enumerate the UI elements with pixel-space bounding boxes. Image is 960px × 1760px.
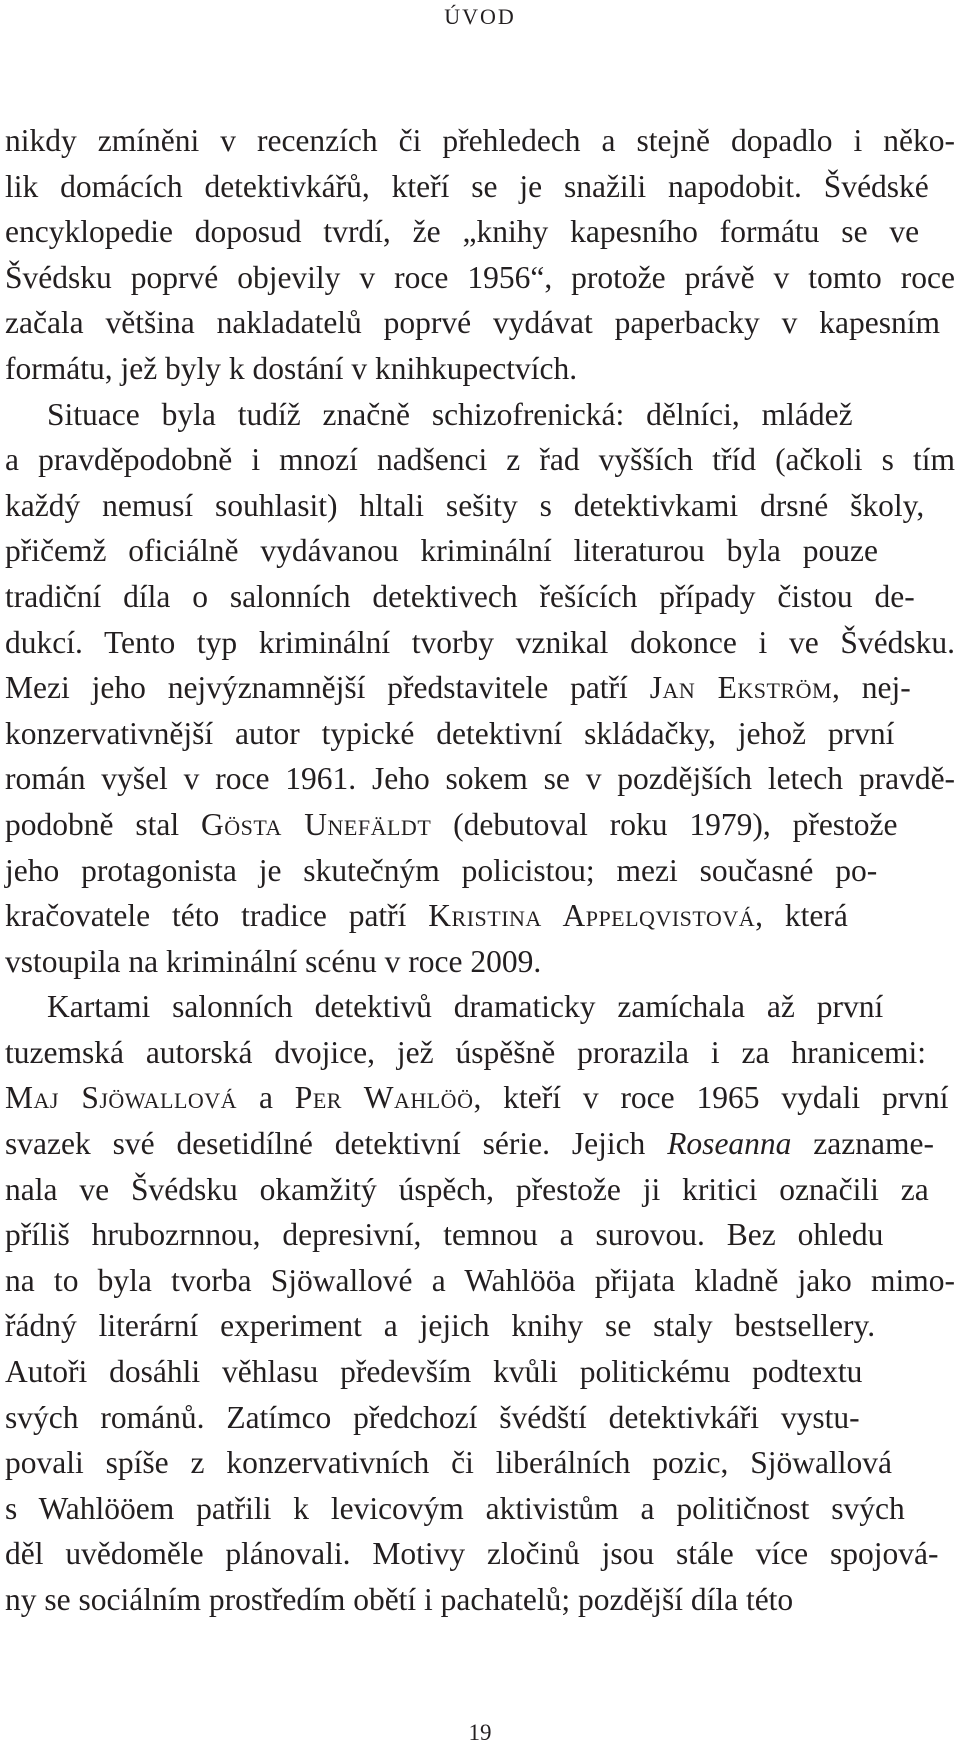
text-run: kračovatele této tradice patří [5,898,429,934]
text-line [5,802,955,848]
text-line: román vyšel v roce 1961. Jeho sokem se v pozdějších letech pravdě- [5,761,956,797]
body-text [5,118,955,1623]
text-run: , která [755,898,848,934]
text-run: zazname- [791,1126,934,1162]
text-line: lik domácích detektivkářů, kteří se je snažili napodobit. Švédské [5,168,929,204]
text-line: tuzemská autorská dvojice, jež úspěšně prorazila i za hranicemi: [5,1034,927,1070]
text-line: Autoři dosáhli věhlasu především kvůli politickému podtextu [5,1354,863,1390]
text-line [5,893,955,939]
text-run: Mezi jeho nejvýznamnější představitele patří [5,670,650,706]
page-number: 19 [468,1720,492,1745]
text-line: ny se sociálním prostředím obětí i pachatelů; pozdější díla této [5,1582,794,1617]
text-line: nikdy zmíněni v recenzích či přehledech a stejně dopadlo i něko- [5,123,955,158]
text-line: formátu, jež byly k dostání v knihkupectvích. [5,350,578,386]
text-run: podobně stal [5,806,201,842]
text-line: Švédsku poprvé objevily v roce 1956“, protože právě v tomto roce [5,259,955,295]
text-line: na to byla tvorba Sjöwallové a Wahlööa přijata kladně jako mimo- [5,1262,955,1298]
text-line: encyklopedie doposud tvrdí, že „knihy kapesního formátu se ve [5,214,920,250]
running-head: ÚVOD [444,4,516,29]
text-line: jeho protagonista je skutečným policistou; mezi současné po- [5,852,878,888]
text-line [5,1121,955,1167]
text-line: dukcí. Tento typ kriminální tvorby vznikal dokonce i ve Švédsku. [5,624,955,660]
text-line: řádný literární experiment a jejich knihy se staly bestsellery. [5,1308,876,1344]
text-line: tradiční díla o salonních detektivech řešících případy čistou de- [5,578,915,614]
text-line: konzervativnější autor typické detektivní skládačky, jehož první [5,715,895,751]
text-line [5,665,955,711]
text-line: povali spíše z konzervativních či liberálních pozic, Sjöwallová [5,1445,893,1481]
text-run: a [237,1080,295,1116]
author-name: Maj Sjöwallová [5,1080,238,1116]
text-line: začala většina nakladatelů poprvé vydávat paperbacky v kapesním [5,305,941,341]
text-line: nala ve Švédsku okamžitý úspěch, přestože ji kritici označili za [5,1171,929,1207]
text-line: příliš hrubozrnnou, depresivní, temnou a surovou. Bez ohledu [5,1217,884,1253]
text-line: a pravděpodobně i mnozí nadšenci z řad vyšších tříd (ačkoli s tím [5,442,955,478]
text-line: přičemž oficiálně vydávanou kriminální literaturou byla pouze [5,533,878,569]
paragraph-start-line: Situace byla tudíž značně schizofrenická: dělníci, mládež [47,396,853,432]
text-run: , kteří v roce 1965 vydali první [473,1080,949,1116]
text-run: svazek své desetidílné detektivní série. Jejich [5,1126,668,1162]
text-run: , nej- [832,670,911,706]
text-line: děl uvědoměle plánovali. Motivy zločinů jsou stále více spojová- [5,1536,939,1572]
book-title: Roseanna [667,1126,792,1162]
text-line: svých románů. Zatímco předchozí švédští detektivkáři vystu- [5,1399,860,1435]
author-name: Gösta Unefäldt [200,806,432,842]
paragraph-start-line: Kartami salonních detektivů dramaticky zamíchala až první [47,989,884,1025]
text-line: s Wahlööem patřili k levicovým aktivistům a političnost svých [5,1490,905,1526]
author-name: Jan Ekström [649,670,833,706]
author-name: Kristina Appelqvistová [428,898,756,934]
text-run: (debutoval roku 1979), přestože [431,806,898,842]
text-line: vstoupila na kriminální scénu v roce 2009. [5,943,542,979]
author-name: Per Wahlöö [294,1080,474,1116]
text-line [5,1075,955,1121]
text-line: každý nemusí souhlasit) hltali sešity s detektivkami drsné školy, [5,487,925,523]
